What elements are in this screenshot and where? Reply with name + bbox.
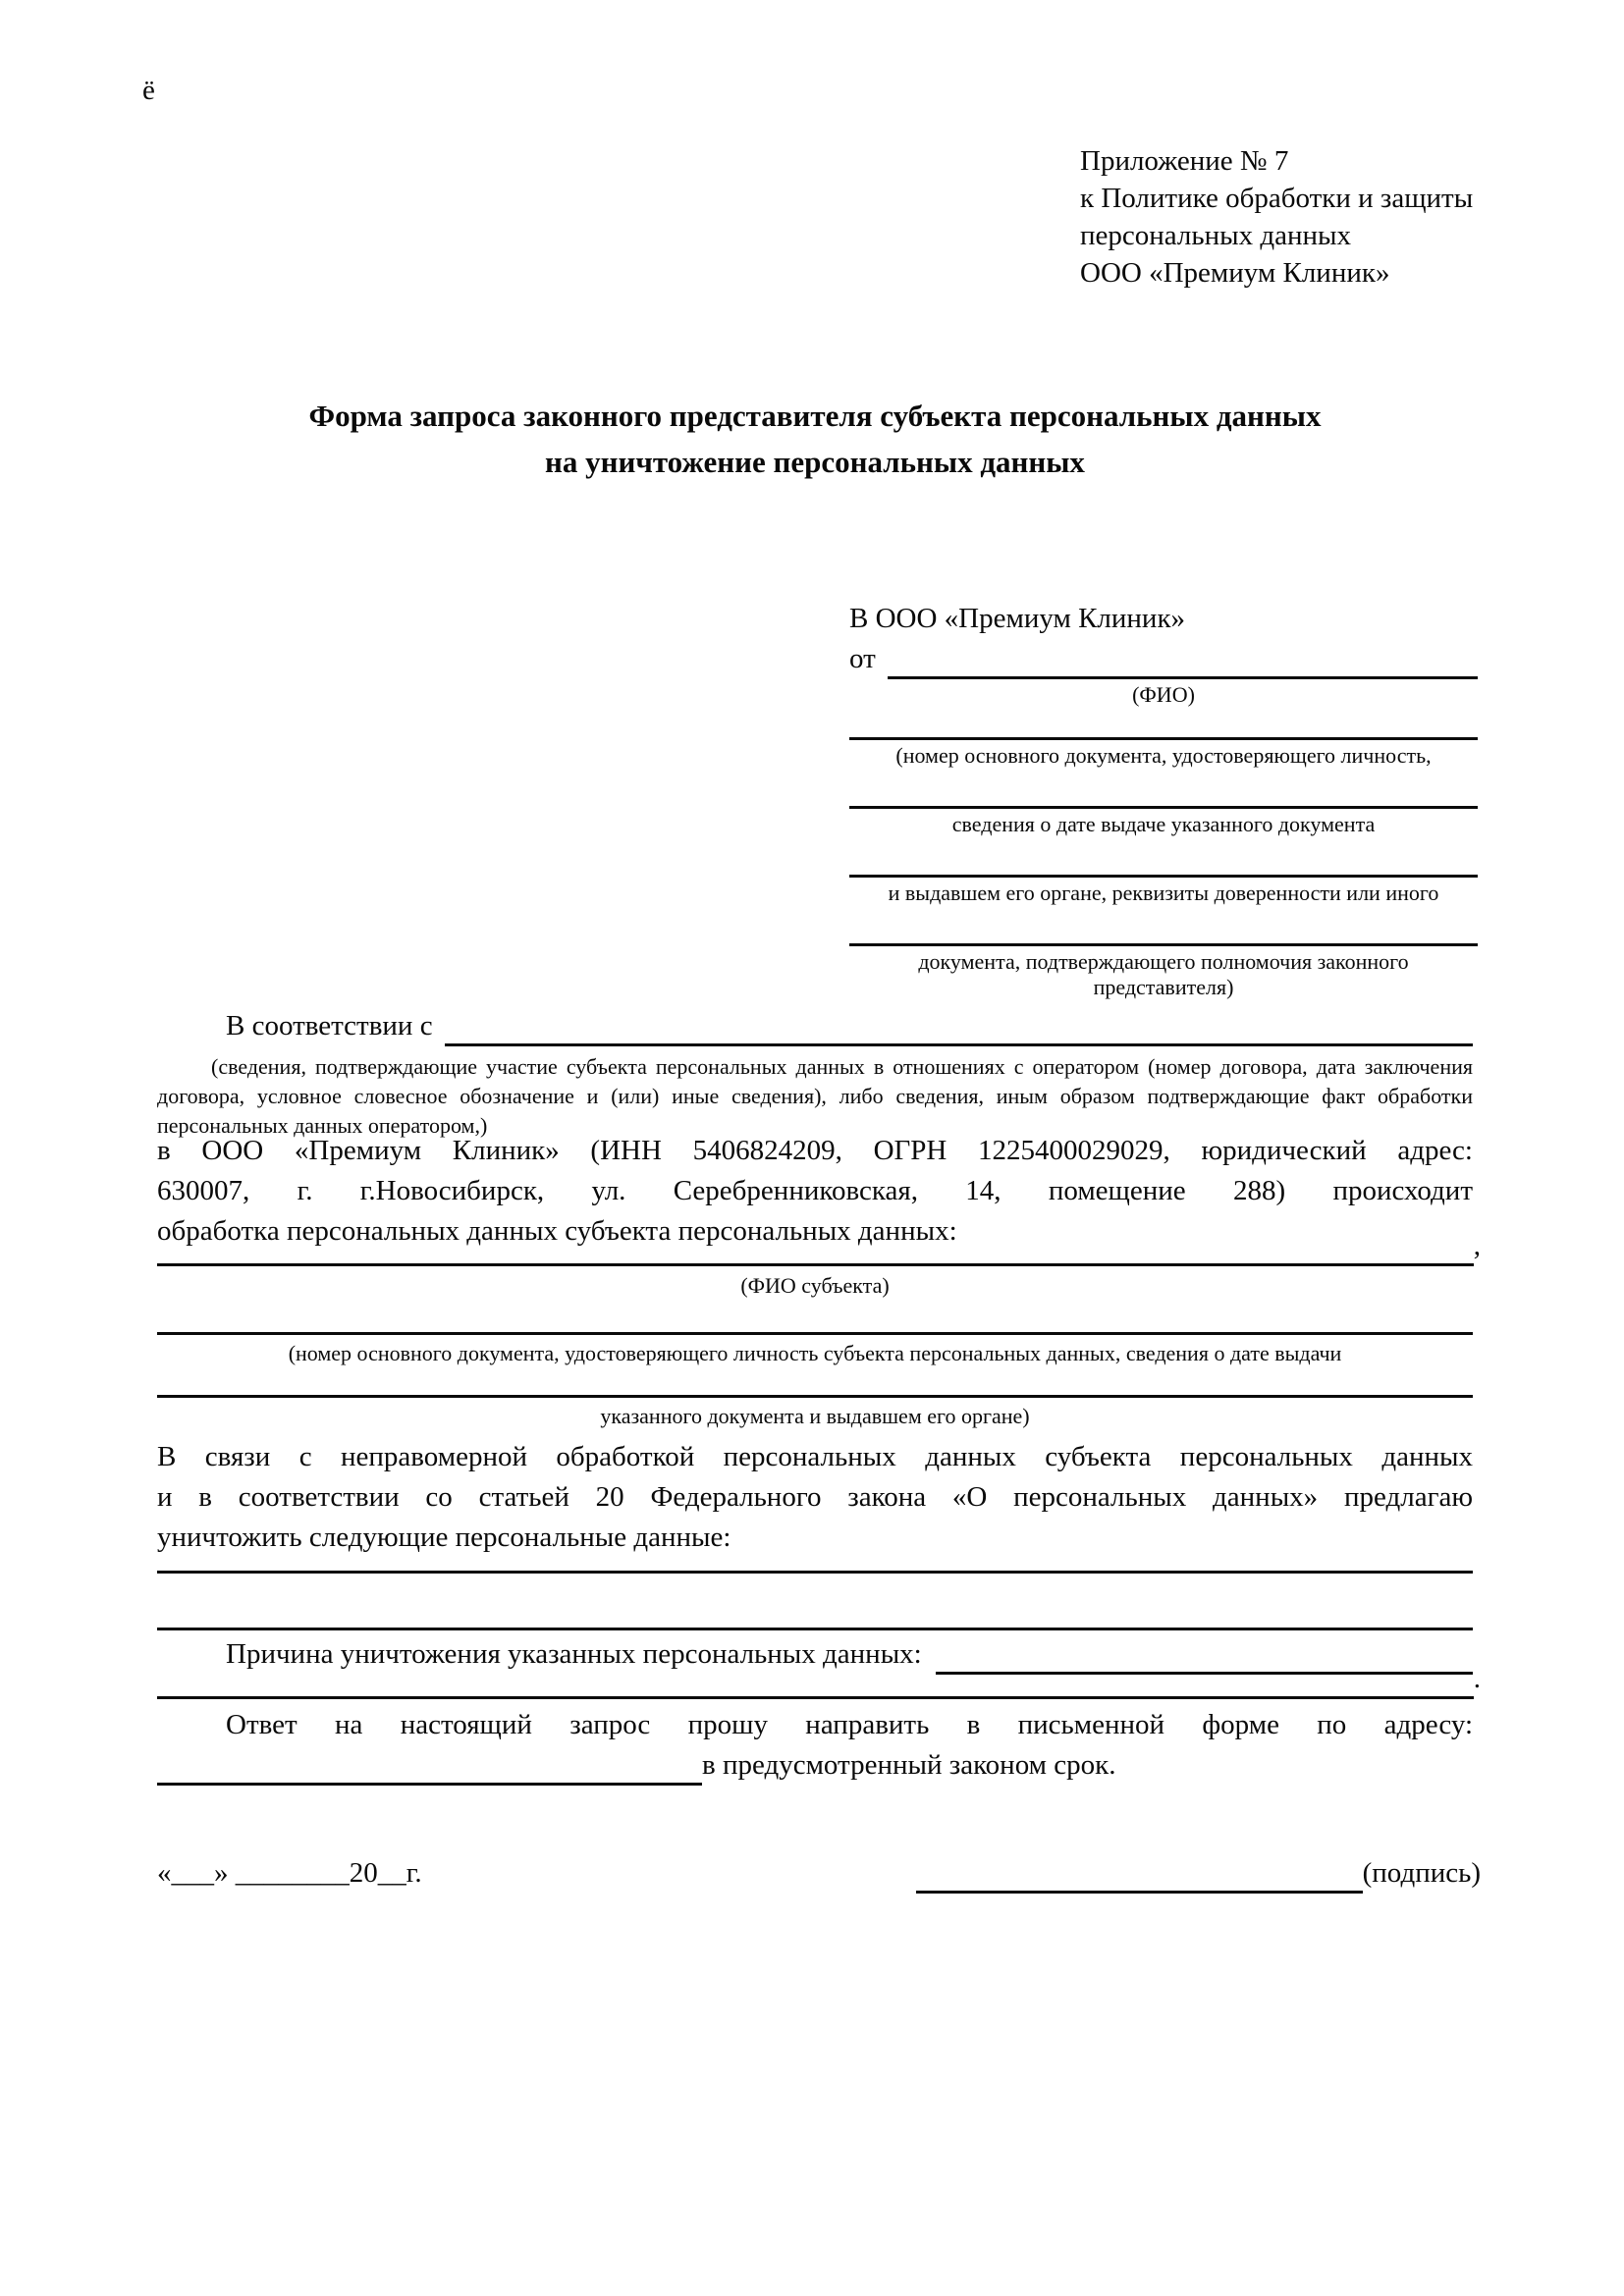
accordance-caption: (сведения, подтверждающие участие субъекта персональных данных в отношениях с оператором (номер договора, дата заключения договора, условное словесное обозначение и (или) иные сведения), либо сведения, иным образом подтверждающие факт обработки персональных данных оператором,)	[157, 1054, 1473, 1138]
signature-line	[916, 1891, 1363, 1894]
addressee-block	[849, 599, 1478, 1000]
reply-fill-line	[157, 1783, 702, 1786]
signature-group	[916, 1853, 1481, 1894]
addressee-rule-1	[849, 737, 1478, 740]
accordance-fill-line	[445, 1043, 1473, 1046]
addressee-rule-2	[849, 806, 1478, 809]
addressee-rule-4	[849, 943, 1478, 946]
operator-line-2: 630007, г. г.Новосибирск, ул. Серебренниковская, 14, помещение 288) происходит	[157, 1175, 1473, 1206]
reason-end-row	[157, 1662, 1481, 1699]
addressee-caption-4: документа, подтверждающего полномочия законного представителя)	[918, 949, 1409, 999]
from-label: от	[849, 643, 876, 674]
blank-rule-2	[157, 1628, 1473, 1630]
signature-caption: (подпись)	[1362, 1857, 1481, 1889]
reason-end-rule	[157, 1696, 1474, 1699]
trailing-comma: ,	[1473, 1230, 1481, 1261]
header-note-line: к Политике обработки и защиты	[1080, 183, 1474, 214]
date-line: «___» ________20__г.	[157, 1857, 422, 1889]
subject-fio-row	[157, 1229, 1481, 1266]
unlawful-paragraph	[157, 1437, 1473, 1558]
header-note-line: персональных данных	[1080, 220, 1352, 251]
operator-line-3: обработка персональных данных субъекта персональных данных:	[157, 1215, 957, 1247]
blank-rule-1	[157, 1571, 1473, 1574]
accordance-label: В соответствии с	[226, 1010, 433, 1041]
unlawful-line-1: В связи с неправомерной обработкой персональных данных субъекта персональных данных	[157, 1441, 1473, 1472]
form-title-line-1: Форма запроса законного представителя субъекта персональных данных	[308, 399, 1322, 433]
operator-line-1: в ООО «Премиум Клиник» (ИНН 5406824209, ОГРН 1225400029029, юридический адрес:	[157, 1135, 1473, 1166]
from-row	[849, 639, 1478, 679]
subject-doc-rule-1	[157, 1332, 1473, 1335]
header-note	[1080, 142, 1473, 292]
subject-doc-rule-2	[157, 1395, 1473, 1398]
stray-char: ё	[142, 75, 155, 106]
unlawful-line-3: уничтожить следующие персональные данные:	[157, 1522, 731, 1553]
fio-caption: (ФИО)	[1132, 682, 1195, 707]
subject-doc-caption-2: указанного документа и выдавшем его органе)	[600, 1404, 1030, 1428]
accordance-row	[157, 1006, 1473, 1046]
trailing-period: .	[1473, 1663, 1481, 1694]
unlawful-line-2: и в соответствии со статьей 20 Федерального закона «О персональных данных» предлагаю	[157, 1481, 1473, 1513]
subject-fio-rule	[157, 1263, 1474, 1266]
addressee-caption-3: и выдавшем его органе, реквизиты доверенности или иного	[888, 881, 1439, 905]
from-fill-line	[888, 676, 1478, 679]
reply-tail: в предусмотренный законом срок.	[702, 1749, 1116, 1781]
reason-label: Причина уничтожения указанных персональных данных:	[226, 1638, 922, 1670]
header-note-line: Приложение № 7	[1080, 145, 1289, 177]
addressee-caption-2: сведения о дате выдаче указанного документа	[951, 812, 1376, 836]
header-note-line: ООО «Премиум Клиник»	[1080, 257, 1390, 289]
reply-row	[157, 1745, 1473, 1786]
reply-line-1: Ответ на настоящий запрос прошу направить в письменной форме по адресу:	[226, 1709, 1473, 1740]
addressee-rule-3	[849, 875, 1478, 878]
footer-row	[157, 1853, 1481, 1894]
form-title	[157, 393, 1473, 485]
subject-doc-caption-1: (номер основного документа, удостоверяющего личность субъекта персональных данных, сведения о дате выдачи	[288, 1341, 1342, 1365]
addressee-to: В ООО «Премиум Клиник»	[849, 603, 1186, 634]
form-title-line-2: на уничтожение персональных данных	[545, 445, 1085, 479]
subject-fio-caption: (ФИО субъекта)	[740, 1273, 890, 1298]
addressee-caption-1: (номер основного документа, удостоверяющего личность,	[895, 743, 1432, 768]
